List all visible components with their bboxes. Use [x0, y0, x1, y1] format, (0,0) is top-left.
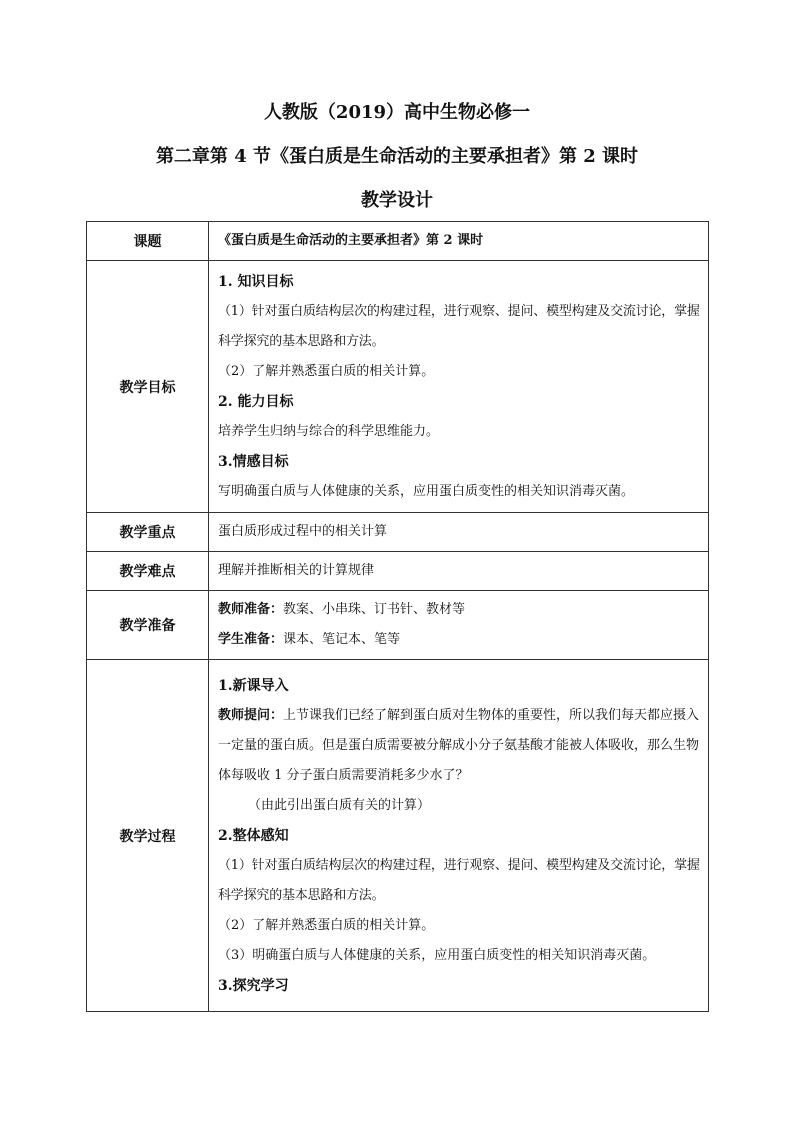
topic-value: 《蛋白质是生命活动的主要承担者》第 2 课时 [209, 222, 709, 261]
preparation-content [209, 591, 709, 660]
knowledge-item-2: （2）了解并熟悉蛋白质的相关计算。 [218, 363, 435, 379]
ability-item-1: 培养学生归纳与综合的科学思维能力。 [218, 423, 440, 439]
row-difficulties [87, 552, 709, 591]
emotion-item-1: 写明确蛋白质与人体健康的关系，应用蛋白质变性的相关知识消毒灭菌。 [218, 483, 635, 499]
title-line-2: 第二章第 4 节《蛋白质是生命活动的主要承担者》第 2 课时 [155, 146, 639, 167]
lead-in-note: （由此引出蛋白质有关的计算） [248, 797, 431, 813]
row-process [87, 660, 709, 1012]
row-key-points [87, 513, 709, 552]
difficulties-label: 教学难点 [87, 552, 209, 591]
overall-title: 2.整体感知 [218, 827, 289, 844]
overall-item-3: （3）明确蛋白质与人体健康的关系，应用蛋白质变性的相关知识消毒灭菌。 [218, 947, 656, 963]
difficulties-value: 理解并推断相关的计算规律 [209, 552, 709, 591]
overall-item-1: （1）针对蛋白质结构层次的构建过程，进行观察、提问、模型构建及交流讨论，掌握科学探究的基本思路和方法。 [218, 857, 700, 903]
objectives-label: 教学目标 [87, 261, 209, 513]
ability-title: 2. 能力目标 [218, 393, 294, 410]
title-line-1: 人教版（2019）高中生物必修一 [263, 102, 531, 123]
key-points-label: 教学重点 [87, 513, 209, 552]
student-preparation: 学生准备：课本、笔记本、笔等 [218, 632, 401, 647]
knowledge-title: 1. 知识目标 [218, 273, 294, 290]
preparation-label: 教学准备 [87, 591, 209, 660]
process-content [209, 660, 709, 1012]
explore-title: 3.探究学习 [218, 977, 289, 994]
row-preparation [87, 591, 709, 660]
key-points-value: 蛋白质形成过程中的相关计算 [209, 513, 709, 552]
teacher-preparation: 教师准备：教案、小串珠、订书针、教材等 [218, 602, 466, 617]
row-objectives [87, 261, 709, 513]
topic-label: 课题 [87, 222, 209, 261]
teacher-question: 教师提问：上节课我们已经了解到蛋白质对生物体的重要性，所以我们每天都应摄入一定量的蛋白质。但是蛋白质需要被分解成小分子氨基酸才能被人体吸收，那么生物体每吸收 1 分子蛋白质需要消耗多少水了？ [218, 707, 700, 783]
process-label: 教学过程 [87, 660, 209, 1012]
title-line-3: 教学设计 [361, 190, 433, 211]
emotion-title: 3.情感目标 [218, 453, 289, 470]
lesson-plan-table [86, 221, 709, 1012]
intro-title: 1.新课导入 [218, 677, 289, 694]
objectives-content [209, 261, 709, 513]
overall-item-2: （2）了解并熟悉蛋白质的相关计算。 [218, 917, 435, 933]
knowledge-item-1: （1）针对蛋白质结构层次的构建过程，进行观察、提问、模型构建及交流讨论，掌握科学探究的基本思路和方法。 [218, 303, 700, 349]
row-topic [87, 222, 709, 261]
